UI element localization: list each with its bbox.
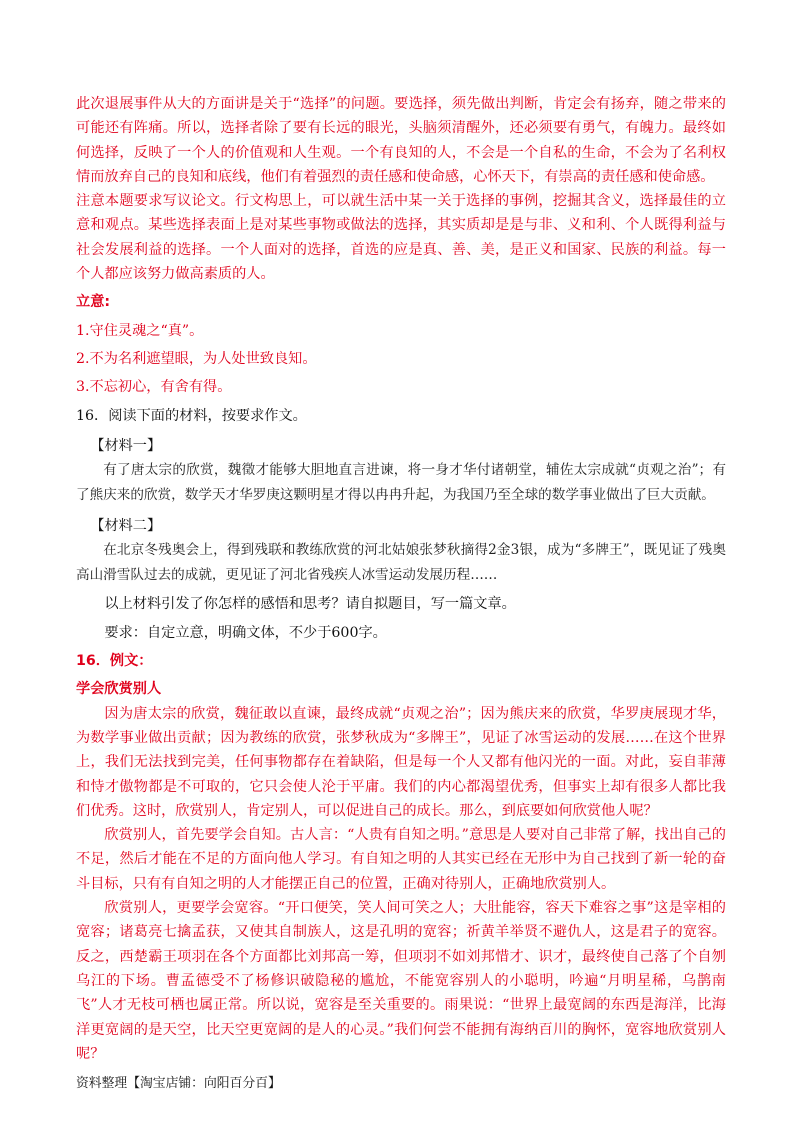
liyi-item-2: 2.不为名利遮望眼，为人处世致良知。 <box>76 350 317 367</box>
question-prompt: 16．阅读下面的材料，按要求作文。 <box>76 407 307 424</box>
example-paragraph-1: 因为唐太宗的欣赏，魏征敢以直谏，最终成就“贞观之治”；因为熊庆来的欣赏，华罗庚展现才华，为数学事业做出贡献；因为教练的欣赏，张梦秋成为“多牌王”，见证了冰雪运动的发展……在这个世界上，我们无法找到完美，任何事物都存在着缺陷，但是每一个人又都有他闪光的一面。对此，妄自菲薄和恃才傲物都是不可取的，它只会使人沦于平庸。我们的内心都渴望优秀，但事实上却有很多人都比我们优秀。这时，欣赏别人，肯定别人，可以促进自己的成长。那么，到底要如何欣赏他人呢？ <box>76 705 726 819</box>
analysis-paragraph-2: 注意本题要求写议论文。行文构思上，可以就生活中某一关于选择的事例，挖掘其含义，选择最佳的立意和观点。某些选择表面上是对某些事物或做法的选择，其实质却是是与非、义和利、个人既得利益与社会发展利益的选择。一个人面对的选择，首选的应是真、善、美，是正义和国家、民族的利益。每一个人都应该努力做高素质的人。 <box>76 193 726 283</box>
material1-label: 【材料一】 <box>90 437 162 454</box>
document-page <box>76 92 726 1066</box>
material1-text: 有了唐太宗的欣赏，魏徵才能够大胆地直言进谏，将一身才华付诸朝堂，辅佐太宗成就“贞观之治”；有了熊庆来的欣赏，数学天才华罗庚这颗明星才得以冉冉升起，为我国乃至全球的数学事业做出了巨大贡献。 <box>76 462 726 504</box>
question-requirement: 要求：自定立意，明确文体，不少于600字。 <box>104 624 387 641</box>
page-footer: 资料整理【淘宝店铺：向阳百分百】 <box>76 1076 281 1091</box>
material2-text: 在北京冬残奥会上，得到残联和教练欣赏的河北姑娘张梦秋摘得2金3银，成为“多牌王”，既见证了残奥高山滑雪队过去的成就，更见证了河北省残疾人冰雪运动发展历程…… <box>76 542 726 584</box>
example-paragraph-3: 欣赏别人，更要学会宽容。“开口便笑，笑人间可笑之人；大肚能容，容天下难容之事”这是宰相的宽容；诸葛亮七擒孟获，又使其自制族人，这是孔明的宽容；祈黄羊举贤不避仇人，这是君子的宽容。反之，西楚霸王项羽在各个方面都比刘邦高一筹，但项羽不如刘邦惜才、识才，最终使自己落了个自刎乌江的下场。曹孟德受不了杨修识破隐秘的尴尬，不能宽容别人的小聪明，吟遍“月明星稀，乌鹊南飞”人才无枝可栖也属正常。所以说，宽容是至关重要的。雨果说：“世界上最宽阔的东西是海洋，比海洋更宽阔的是天空，比天空更宽阔的是人的心灵。”我们何尝不能拥有海纳百川的胸怀，宽容地欣赏别人呢？ <box>76 900 726 1062</box>
example-title: 学会欣赏别人 <box>76 681 162 698</box>
example-paragraph-2: 欣赏别人，首先要学会自知。古人言：“人贵有自知之明。”意思是人要对自己非常了解，找出自己的不足，然后才能在不足的方面向他人学习。有自知之明的人其实已经在无形中为自己找到了新一轮的奋斗目标，只有有自知之明的人才能摆正自己的位置，正确对待别人，正确地欣赏别人。 <box>76 827 726 892</box>
liyi-item-1: 1.守住灵魂之“真”。 <box>76 322 204 339</box>
liyi-heading: 立意: <box>76 294 111 311</box>
analysis-paragraph-1: 此次退展事件从大的方面讲是关于“选择”的问题。要选择，须先做出判断，肯定会有扬弃，随之带来的可能还有阵痛。所以，选择者除了要有长远的眼光，头脑须清醒外，还必须要有勇气，有魄力。最终如何选择，反映了一个人的价值观和人生观。一个有良知的人，不会是一个自私的生命，不会为了名利权情而放弃自己的良知和底线，他们有着强烈的责任感和使命感，心怀天下，有崇高的责任感和使命感。 <box>76 96 726 185</box>
liyi-item-3: 3.不忘初心，有舍有得。 <box>76 379 232 396</box>
example-heading: 16．例文： <box>76 653 153 670</box>
question-ask: 以上材料引发了你怎样的感悟和思考？请自拟题目，写一篇文章。 <box>104 596 516 613</box>
material2-label: 【材料二】 <box>90 518 162 535</box>
